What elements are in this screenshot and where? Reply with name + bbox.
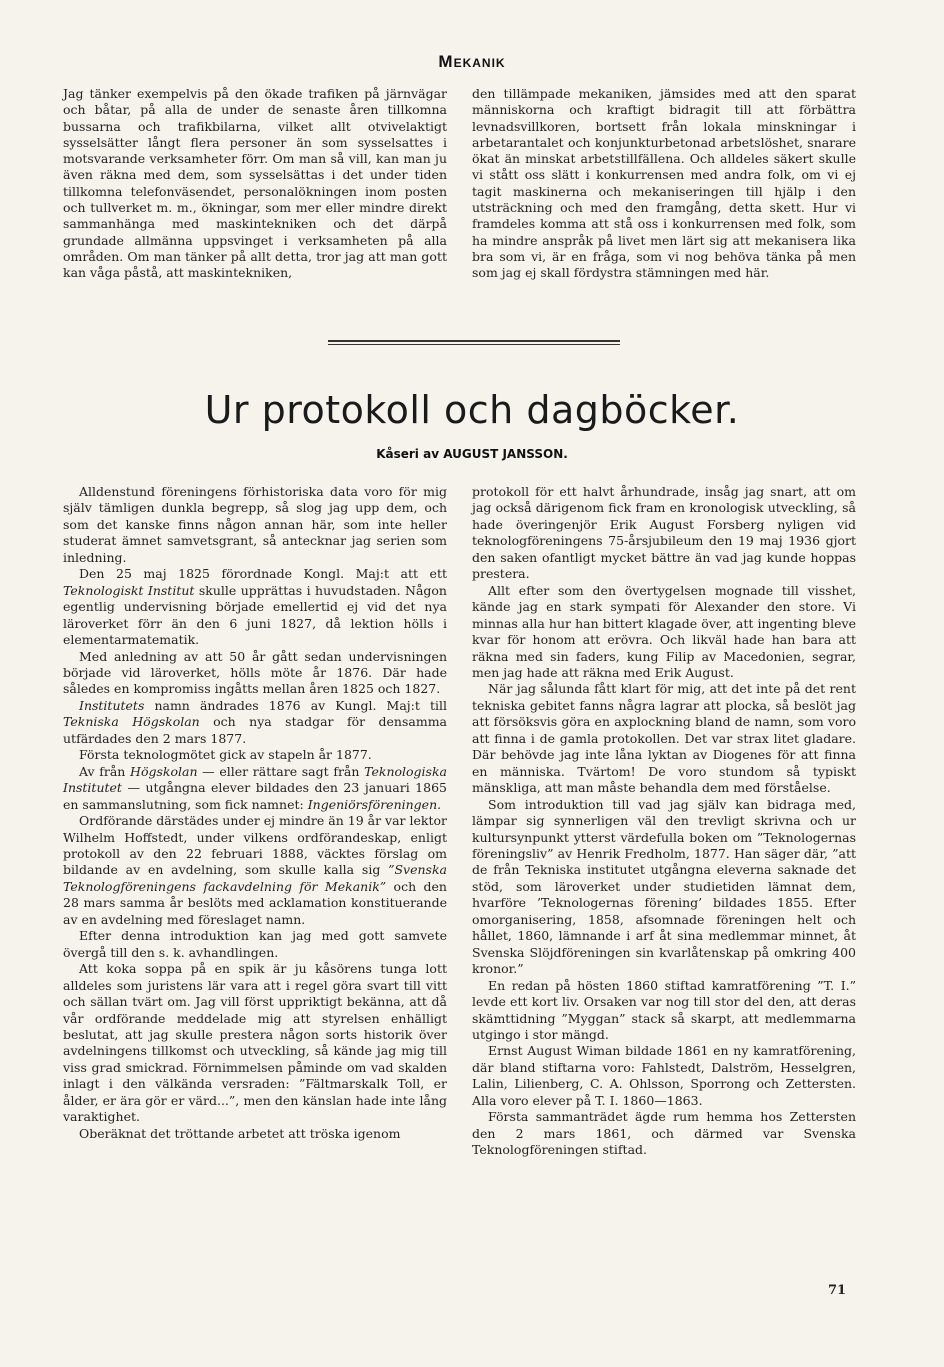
italic-text: ”Svenska Teknologföreningens fackavdelning för Mekanik” [63, 862, 447, 894]
paragraph: den tillämpade mekaniken, jämsides med att den sparat människorna och kraftigt bidragit till att förbättra levnadsvillkoren, bortsett från lokala minskningar i arbetarantalet och konjunkturbetonad arbetslöshet, snarare ökat än minskat arbetstillfällena. Och alldeles säkert skulle vi stått oss slätt i konkurrensen med andra folk, om vi ej tagit maskinerna och mekaniseringen till hjälp i den utsträckning och med den framgång, detta skett. Hur vi framdeles komma att stå oss i konkurrensen med folk, som ha mindre anspråk på livet men lärt sig att mekanisera lika bra som vi, är en fråga, som vi nog behöva tänka på men som jag ej skall fördystra stämningen med här. [472, 86, 856, 281]
text: — utgångna elever bildades den 23 januari 1865 en sammanslutning, som fick namnet: [63, 780, 447, 812]
text: och nya stadgar för densamma utfärdades den 2 mars 1877. [63, 714, 447, 746]
paragraph [63, 813, 447, 928]
paragraph: protokoll för ett halvt århundrade, insåg jag snart, att om jag också därigenom fick fram en kronologisk utveckling, så hade överingenjör Erik August Forsberg nyligen vid teknologföreningens 75-årsjubileum den 19 maj 1936 gjort den saken ofantligt mycket bättre än vad jag kunde hoppas prestera. [472, 484, 856, 582]
paragraph: Alldenstund föreningens förhistoriska data voro för mig själv tämligen dunkla begrepp, så slog jag upp dem, och som det kanske finns någon annan här, som inte heller studerat ämnet samvetsgrant, så antecknar jag serien som inledning. [63, 484, 447, 565]
intro-column-left [63, 86, 447, 282]
paragraph: Första sammanträdet ägde rum hemma hos Zettersten den 2 mars 1861, och därmed var Svenska Teknologföreningen stiftad. [472, 1109, 856, 1158]
text: och den 28 mars samma år beslöts med acklamation konstituerande av en avdelning med föreslaget namn. [63, 878, 447, 927]
italic-text: Högskolan [130, 763, 198, 779]
text: Den 25 maj 1825 förordnade Kongl. Maj:t att ett [79, 566, 447, 582]
text: Ordförande därstädes under ej mindre än 19 år var lektor Wilhelm Hoffstedt, under vilkens ordförandeskap, enligt protokoll av den 22 februari 1888, väcktes förslag om bildande av en avdelning, som skulle kalla sig [63, 813, 447, 878]
text: — eller rättare sagt från [197, 763, 365, 779]
paragraph [63, 698, 447, 747]
paragraph: Som introduktion till vad jag själv kan bidraga med, lämpar sig synnerligen väl den trevligt skrivna och ur kultursynpunkt ytterst värdefulla boken om ”Teknologernas föreningsliv” av Henrik Fredholm, 1877. Han säger där, ”att de från Tekniska institutet utgångna eleverna saknade det stöd, som läroverket under studietiden lämnat dem, hvarföre ’Teknologernas förening’ bildades 1855. Efter omorganisering, 1858, afsomnade föreningen helt och hållet, 1860, lämnande i arf åt sina medlemmar minnet, åt Svenska Slöjdföreningen sin kvarlåtenskap på omkring 400 kronor.” [472, 796, 856, 977]
paragraph [63, 566, 447, 648]
italic-text: Tekniska Högskolan [63, 714, 200, 730]
italic-text: Teknologiskt Institut [63, 582, 195, 598]
paragraph: Med anledning av att 50 år gått sedan undervisningen började vid läroverket, hölls möte år 1876. Där hade således en kompromiss ingåtts mellan åren 1825 och 1827. [63, 648, 447, 697]
article-byline: Kåseri av AUGUST JANSSON. [376, 447, 568, 461]
text: namn ändrades 1876 av Kungl. Maj:t till [144, 697, 447, 713]
page-number: 71 [828, 1283, 847, 1298]
section-divider [328, 340, 620, 345]
paragraph: Ernst August Wiman bildade 1861 en ny kamratförening, där bland stiftarna voro: Fahlstedt, Dalström, Hesselgren, Lalin, Lilienberg, C. A. Ohlsson, Sporrong och Zettersten. Alla voro elever på T. I. 1860—1863. [472, 1043, 856, 1108]
article-column-right [472, 484, 856, 1159]
text: Av från [79, 763, 131, 779]
italic-text: Institutets [79, 697, 145, 713]
paragraph: En redan på hösten 1860 stiftad kamratförening ”T. I.” levde ett kort liv. Orsaken var nog till stor del den, att deras skämttidning ”Myggan” stack så skarpt, att medlemmarna utgingo i stor mängd. [472, 977, 856, 1042]
paragraph: Jag tänker exempelvis på den ökade trafiken på järnvägar och båtar, på alla de under de senaste åren tillkomna bussarna och trafikbilarna, vilket allt otvivelaktigt sysselsätter långt flera personer än som sysselsattes i motsvarande verksamheter förr. Om man så vill, kan man ju även räkna med dem, som sysselsättas i det under tiden tillkomna telefonväsendet, personalökningen inom posten och tullverket m. m., ökningar, som mer eller mindre direkt sammanhänga med maskintekniken och det därpå grundade allmänna uppsvinget i verksamheten på alla områden. Om man tänker på allt detta, tror jag att man gott kan våga påstå, att maskintekniken, [63, 86, 447, 281]
paragraph: Allt efter som den övertygelsen mognade till visshet, kände jag en stark sympati för Alexander den store. Vi minnas alla hur han bittert klagade över, att ingenting bleve kvar för honom att erövra. Och likväl hade han bara att räkna med sin faders, kung Filip av Macedonien, segrar, men jag hade att räkna med Erik August. [472, 582, 856, 680]
paragraph: Att koka soppa på en spik är ju kåsörens tunga lott alldeles som juristens lär vara att i regel göra svart till vitt och sällan tvärt om. Jag vill först uppriktigt bekänna, att då vår ordförande meddelade mig att styrelsen enhälligt beslutat, att jag skulle prestera någon sorts historik över avdelningens tillkomst och utveckling, så kände jag mig till viss grad smickrad. Förnimmelsen påminde om vad skalden inlagt i den välkända versraden: ”Fältmarskalk Toll, er ålder, er ära gör er värd...”, men den känslan hade inte lång varaktighet. [63, 961, 447, 1125]
italic-text: Teknologiska Institutet [63, 763, 447, 796]
paragraph: Efter denna introduktion kan jag med gott samvete övergå till den s. k. avhandlingen. [63, 928, 447, 960]
paragraph: När jag sålunda fått klart för mig, att det inte på det rent tekniska gebitet fanns några lagrar att plocka, så beslöt jag att försöksvis göra en axplockning bland de namn, som voro att finna i de gamla protokollen. Det var strax litet gladare. Där behövde jag inte låna lyktan av Diogenes för att finna en människa. Tvärtom! De voro stundom så typiskt mänskliga, att man måste behandla dem med förståelse. [472, 681, 856, 796]
paragraph [63, 764, 447, 813]
intro-column-right [472, 86, 856, 282]
article-title: Ur protokoll och dagböcker. [204, 388, 740, 432]
paragraph: Första teknologmötet gick av stapeln år 1877. [79, 747, 372, 763]
italic-text: Ingeniörsföreningen. [307, 796, 442, 812]
article-column-left [63, 484, 447, 1142]
paragraph: Oberäknat det tröttande arbetet att tröska igenom [79, 1125, 401, 1141]
running-head: Mekanik [438, 52, 506, 71]
text: skulle upprättas i huvudstaden. Någon egentlig undervisning började emellertid ej vid det nya läroverket förr än den 6 juni 1827, då lektion hölls i elementarmatematik. [63, 582, 447, 648]
